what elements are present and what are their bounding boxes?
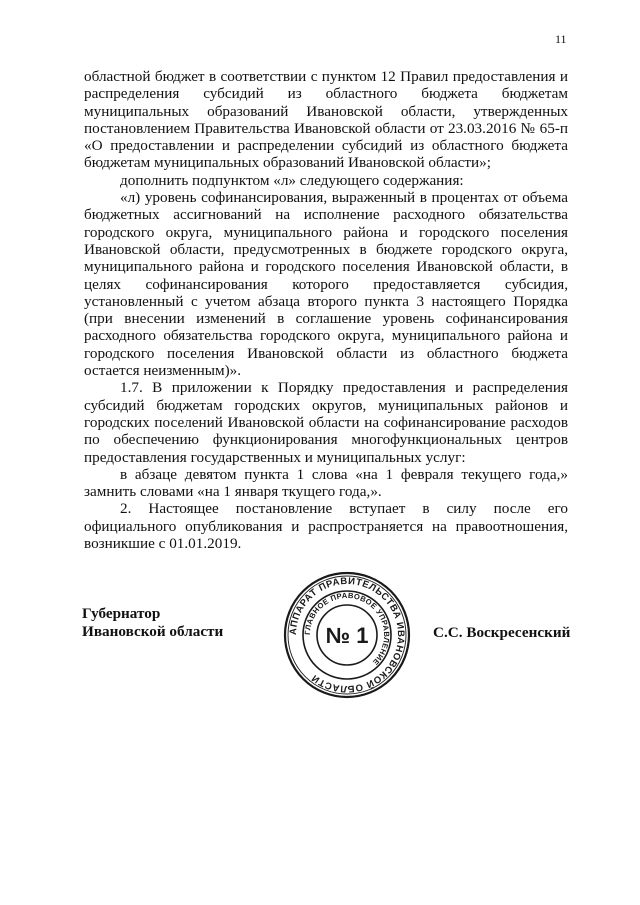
seal-outer-text: АППАРАТ ПРАВИТЕЛЬСТВА ИВАНОВСКОЙ ОБЛАСТИ [287,575,407,695]
text-line: по обеспечению функционирования многофункциональных центров [84,431,568,449]
text-line: остается неизменным)». [84,362,242,380]
signatory-name: С.С. Воскресенский [433,624,571,641]
text-line: постановлением Правительства Ивановской области от 23.03.2016 № 65-п [84,119,568,137]
paragraph [84,68,568,172]
text-line: официального опубликования и распространяется на правоотношения, [84,517,568,535]
paragraph [84,379,568,465]
text-line: целях софинансирования которого предоставляется субсидия, [84,275,568,293]
seal-inner-text: ГЛАВНОЕ ПРАВОВОЕ УПРАВЛЕНИЕ [302,590,392,668]
text-line: (при внесении изменений в соглашение уровень софинансирования [84,310,568,328]
text-line: муниципальных образований Ивановской области, утвержденных [84,102,568,120]
page-number: 11 [555,32,567,46]
text-line: расходного обязательства городского округа, муниципального района и [84,327,568,345]
text-line: возникшие с 01.01.2019. [84,535,242,553]
text-line: областной бюджет в соответствии с пунктом 12 Правил предоставления и [84,68,568,85]
document-body [84,68,568,552]
official-seal [282,570,412,700]
text-line: распределения субсидий из областного бюджета бюджетам [84,85,568,103]
text-line: «О предоставлении и распределении субсидий из областного бюджета [84,137,568,155]
text-line: бюджетных ассигнований на исполнение расходного обязательства [84,206,568,224]
text-line: в абзаце девятом пункта 1 слова «на 1 февраля текущего года,» [120,465,568,483]
text-line: предоставления государственных и муниципальных услуг: [84,448,466,466]
text-line: городского поселения Ивановской области из областного бюджета [84,344,568,362]
text-line: субсидий бюджетам городских округов, муниципальных районов и [84,396,568,414]
signatory-position [82,605,223,641]
text-line: замнить словами «на 1 января ткущего года,». [84,483,382,501]
text-line: 2. Настоящее постановление вступает в силу после его [120,500,568,518]
text-line: муниципального района и городского поселения Ивановской области, в [84,258,568,276]
text-line: городского округа, муниципального района и городского поселения [84,223,568,241]
seal-center-number: № 1 [325,623,369,648]
text-line: бюджетам муниципальных образований Ивановской области»; [84,154,491,172]
text-line: 1.7. В приложении к Порядку предоставления и распределения [120,379,568,397]
position-line: Ивановской области [82,623,224,640]
paragraph [84,466,568,501]
paragraph [84,189,568,379]
text-line: Ивановской области, предусмотренных в бюджете городского округа, [84,240,568,258]
text-line: городских поселений Ивановской области на софинансирование расходов [84,413,568,431]
position-line: Губернатор [82,605,161,622]
text-line: «л) уровень софинансирования, выраженный в процентах от объема [120,189,568,207]
paragraph [84,172,568,189]
text-line: дополнить подпунктом «л» следующего содержания: [120,171,464,189]
text-line: установленный с учетом абзаца второго пункта 3 настоящего Порядка [84,292,568,310]
paragraph [84,500,568,552]
